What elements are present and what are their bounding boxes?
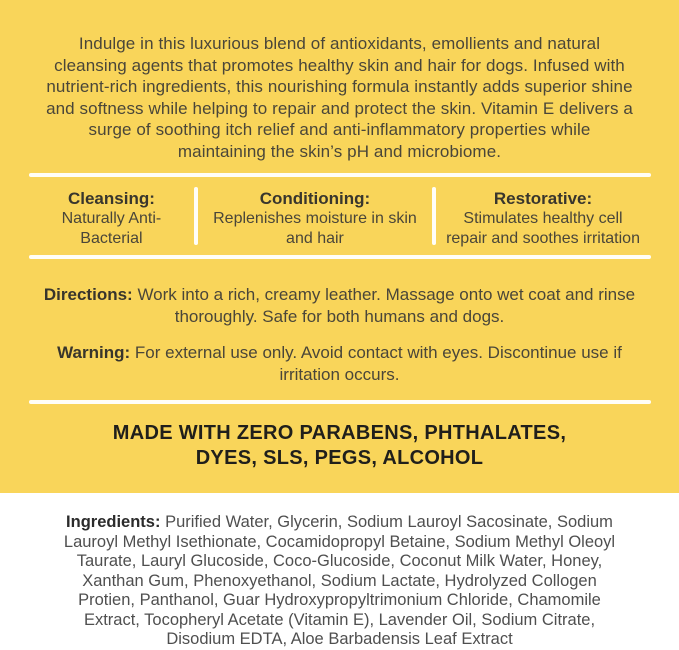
ingredients-section bbox=[0, 493, 679, 650]
warning-label: Warning: bbox=[57, 343, 131, 362]
benefit-restorative bbox=[436, 181, 651, 251]
benefit-title: Conditioning: bbox=[259, 189, 371, 208]
benefit-conditioning bbox=[198, 181, 431, 251]
benefit-description: Naturally Anti-Bacterial bbox=[61, 210, 162, 247]
ingredients-text bbox=[55, 513, 625, 650]
ingredients-label: Ingredients: bbox=[66, 513, 161, 531]
claim-line-1: MADE WITH ZERO PARABENS, PHTHALATES, bbox=[112, 422, 567, 444]
description-text: Indulge in this luxurious blend of antioxidants, emollients and natural cleansing agents that promotes healthy skin and hair for dogs. Infused with nutrient-rich ingredients, this nourishing formula instantly adds superior shine and softness while helping to repair and protect the skin. Vitamin E delivers a surge of soothing itch relief and anti-inflammatory properties while maintaining the skin’s pH and microbiome. bbox=[46, 34, 633, 161]
warning-text bbox=[40, 342, 640, 385]
divider-line-middle bbox=[29, 255, 651, 259]
warning-body: For external use only. Avoid contact with eyes. Discontinue use if irritation occurs. bbox=[134, 343, 622, 384]
ingredients-body: Purified Water, Glycerin, Sodium Lauroyl Sacosinate, Sodium Lauroyl Methyl Isethionate, Cocamidopropyl Betaine, Sodium Methyl Oleoyl Taurate, Lauryl Glucoside, Coco-Glucoside, Coconut Milk Water, Honey, Xanthan Gum, Phenoxyethanol, Sodium Lactate, Hydrolyzed Collogen Protien, Panthanol, Guar Hydroxypropyltrimonium Chloride, Chamomile Extract, Tocopheryl Acetate (Vitamin E), Lavender Oil, Sodium Citrate, Disodium EDTA, Aloe Barbadensis Leaf Extract bbox=[63, 513, 616, 648]
free-from-claim bbox=[0, 421, 679, 471]
directions-label: Directions: bbox=[43, 285, 133, 304]
divider-line-bottom bbox=[29, 400, 651, 404]
benefit-title: Cleansing: bbox=[67, 189, 155, 208]
benefit-description: Stimulates healthy cell repair and soothes irritation bbox=[446, 210, 640, 247]
benefit-cleansing bbox=[29, 181, 195, 251]
benefits-row bbox=[29, 177, 651, 255]
benefit-description: Replenishes moisture in skin and hair bbox=[213, 210, 417, 247]
benefit-title: Restorative: bbox=[493, 189, 593, 208]
claim-line-2: DYES, SLS, PEGS, ALCOHOL bbox=[195, 447, 484, 469]
directions-body: Work into a rich, creamy leather. Massage onto wet coat and rinse thoroughly. Safe for both humans and dogs. bbox=[137, 285, 636, 326]
directions-text bbox=[40, 284, 640, 327]
